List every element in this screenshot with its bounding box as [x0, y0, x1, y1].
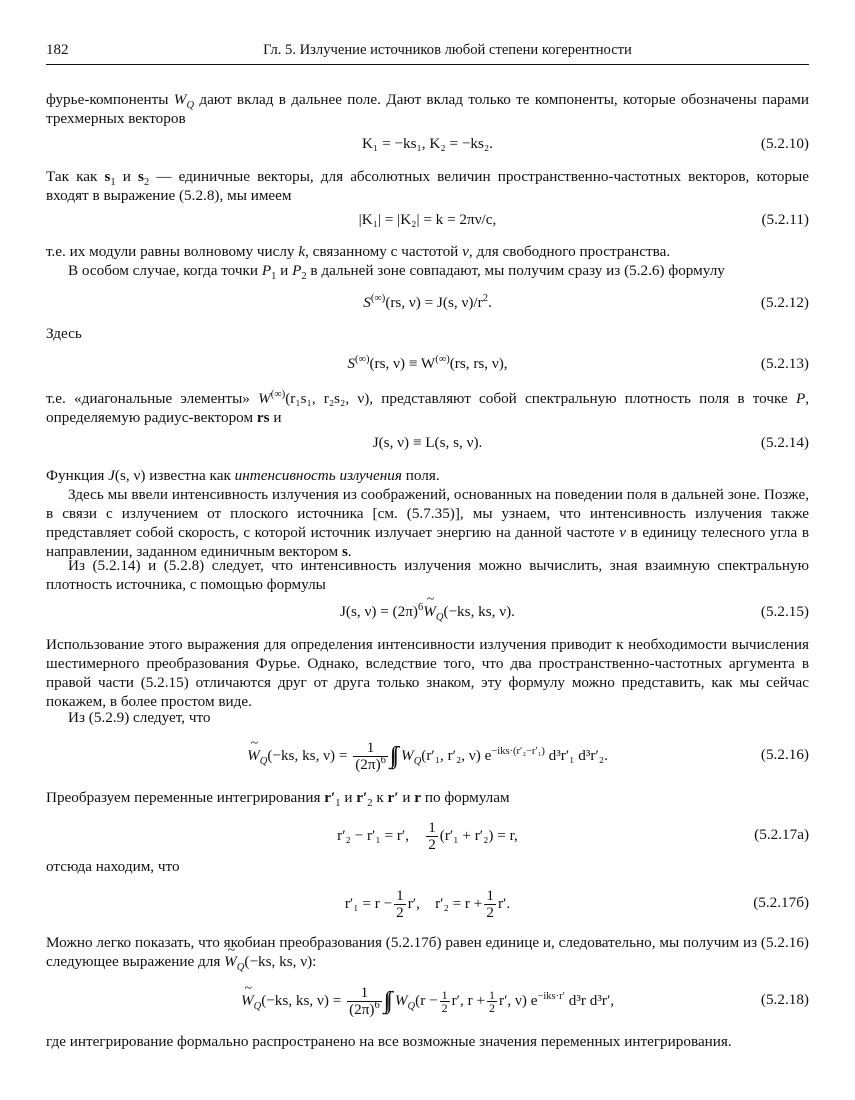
paragraph: т.е. их модули равны волновому числу k, связанному с частотой ν, для свободного пространства. — [46, 243, 671, 260]
paragraph: Так как $s_1$ и $s_2$ — единичные векторы, для абсолютных величин пространственно-частотных векторов, которые входят в выражение (5.2.8), мы имеем — [46, 168, 810, 204]
equation-5-2-16: ~ $W_Q(-ks$, ks, ν) = $\frac{1}{(2\pi)^6}$ ∫∫ $W_Q(r'_1$, r′₂, ν) $e^{-iks\cdot(r'_2-r'_1)}$ d³r′₁ d³r′₂. (5.2.16) — [46, 738, 809, 778]
equation-5-2-12: S(∞)(rs, ν) = J(s, $\nu)/r^2$. (5.2.12) — [363, 292, 809, 311]
paragraph: Преобразуем переменные интегрирования $r'_1$ и $r'_2$ к r′ и r по формулам — [46, 789, 510, 810]
page-header — [46, 42, 809, 65]
paragraph: Использование этого выражения для определения интенсивности излучения приводит к необходимости вычисления шестимерного преобразования Фурье. Однако, вследствие того, что два пространственно-частотных аргумента в правой части (5.2.15) отличаются друг от друга только знаком, эту формулу можно представить, как мы сейчас покажем, в более простом виде. — [46, 636, 809, 710]
paragraph: где интегрирование формально распространено на все возможные значения переменных интегрирования. — [46, 1033, 732, 1050]
paragraph: т.е. «диагональные элементы» W(∞)(r₁s₁, r₂s₂, ν), представляют собой спектральную плотность поля в точке P, определяемую радиус-вектором rs и — [46, 388, 810, 426]
equation-5-2-17a: r′₂ − r′₁ = r′, $\frac{1}{2}$ (r′₁ + r′₂) = r, (5.2.17а) — [337, 819, 809, 853]
paragraph: Здесь — [46, 325, 82, 342]
equation-5-2-14: J(s, ν) ≡ L(s, s, ν). (5.2.14) — [372, 434, 809, 451]
equation-5-2-13: S(∞)(rs, ν) ≡ W(∞)(rs, rs, ν), (5.2.13) — [347, 353, 809, 372]
paragraph: отсюда находим, что — [46, 858, 180, 875]
paragraph: В особом случае, когда точки $P_1$ и $P_2$ в дальней зоне совпадают, мы получим сразу из (5.2.6) формулу — [68, 262, 725, 283]
paragraph: фурье-компоненты $W_Q$ дают вклад в дальнее поле. Дают вклад только те компоненты, которые обозначены парами трехмерных векторов — [46, 91, 810, 127]
equation-5-2-17b: r′₁ = r − $\frac{1}{2}$ r′, r′₂ = r + $\frac{1}{2}$ r′. (5.2.17б) — [344, 887, 809, 921]
equation-5-2-11: |K₁| = |K₂| = k = 2πν/c, (5.2.11) — [358, 211, 809, 228]
page-number: 182 — [46, 42, 69, 58]
paragraph: Здесь мы ввели интенсивность излучения из соображений, основанных на поведении поля в дальней зоне. Позже, в связи с излучением от плоского источника [см. (5.7.35)], мы узнаем, что интенсивность излучения также представляет собой скорость, с которой источник излучает энергию на данной частоте ν в единицу телесного угла в направлении, заданном единичным вектором s. — [46, 486, 810, 560]
paragraph: Из (5.2.14) и (5.2.8) следует, что интенсивность излучения можно вычислить, зная взаимную спектральную плотность источника, с помощью формулы — [46, 557, 809, 593]
running-title: Гл. 5. Излучение источников любой степени когерентности — [263, 42, 632, 58]
paragraph: Из (5.2.9) следует, что — [68, 709, 211, 726]
equation-5-2-10: K₁ = −ks₁, K₂ = −ks₂. (5.2.10) — [362, 135, 809, 152]
equation-5-2-15: J(s, $\nu) = (2\pi)^6\sim$ $W_Q(-ks$, ks, ν). (5.2.15) — [46, 603, 809, 629]
paragraph: Можно легко показать, что якобиан преобразования (5.2.17б) равен единице и, следовательно, мы получим из (5.2.16) следующее выражение для ~ $W_Q(-ks$, ks, ν): — [46, 933, 809, 971]
paragraph: Функция J(s, ν) известна как интенсивность излучения поля. — [46, 467, 440, 484]
equation-5-2-18: ~ $W_Q(-ks$, ks, ν) = $\frac{1}{(2\pi)^6}$ ∫∫ $W_Q(r$ − $\frac{1}{2}$ r′, r + $\frac{1}{2}$ r′, ν) $e^{-iks\cdot r'}$ d³r d³r′, (5.2.18) — [46, 983, 809, 1023]
